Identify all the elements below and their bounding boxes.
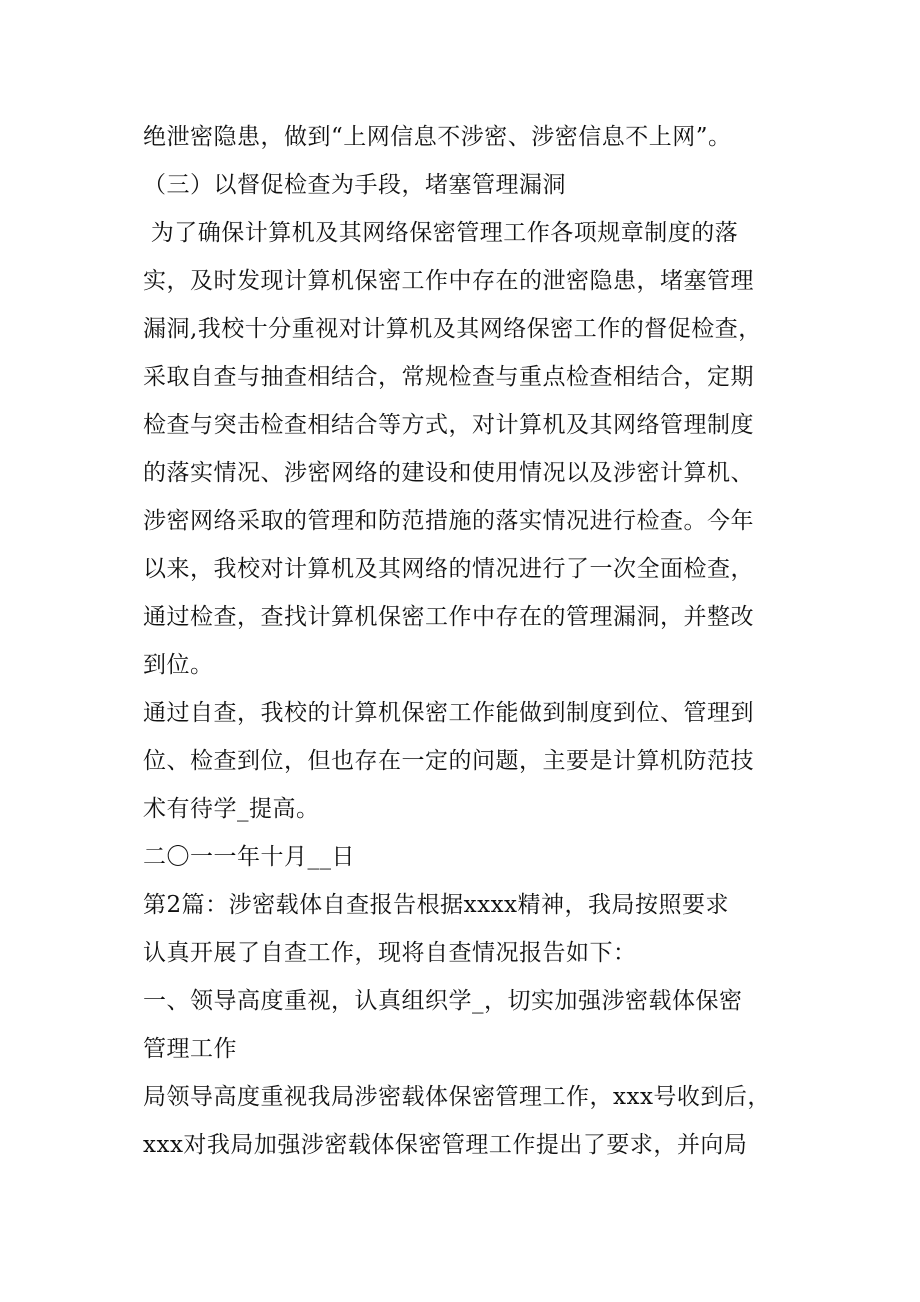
- date-line: 二〇一一年十月__日: [143, 844, 355, 870]
- text-line: 的落实情况、涉密网络的建设和使用情况以及涉密计算机、: [143, 460, 754, 486]
- text-line: 认真开展了自查工作，现将自查情况报告如下：: [143, 940, 637, 966]
- text-line: 为了确保计算机及其网络保密管理工作各项规章制度的落: [143, 220, 739, 246]
- text-line: 术有待学_提高。: [143, 796, 320, 822]
- text-line: 检查与突击检查相结合等方式，对计算机及其网络管理制度: [143, 412, 754, 438]
- text-line: 通过检查，查找计算机保密工作中存在的管理漏洞，并整改: [143, 604, 754, 630]
- text-line: 绝泄密隐患，做到“上网信息不涉密、涉密信息不上网”。: [143, 124, 732, 150]
- text-line: 漏洞,我校十分重视对计算机及其网络保密工作的督促检查，: [143, 316, 762, 342]
- section-heading: 管理工作: [143, 1036, 237, 1062]
- text-line: 采取自查与抽查相结合，常规检查与重点检查相结合，定期: [143, 364, 754, 390]
- text-line: 到位。: [143, 652, 214, 678]
- text-line: 局领导高度重视我局涉密载体保密管理工作，xxx号收到后，: [143, 1084, 771, 1110]
- text-line: 位、检查到位，但也存在一定的问题，主要是计算机防范技: [143, 748, 754, 774]
- section-heading: 一、领导高度重视，认真组织学_，切实加强涉密载体保密: [143, 988, 743, 1014]
- section-heading: （三）以督促检查为手段，堵塞管理漏洞: [143, 172, 566, 198]
- text-line: 第2篇：涉密载体自查报告根据xxxx精神，我局按照要求: [143, 892, 730, 918]
- text-line: xxx对我局加强涉密载体保密管理工作提出了要求，并向局: [143, 1132, 748, 1158]
- text-line: 涉密网络采取的管理和防范措施的落实情况进行检查。今年: [143, 508, 754, 534]
- document-body: [143, 113, 803, 1169]
- text-line: 实，及时发现计算机保密工作中存在的泄密隐患，堵塞管理: [143, 268, 754, 294]
- text-line: 通过自查，我校的计算机保密工作能做到制度到位、管理到: [143, 700, 754, 726]
- text-line: 以来，我校对计算机及其网络的情况进行了一次全面检查，: [143, 556, 754, 582]
